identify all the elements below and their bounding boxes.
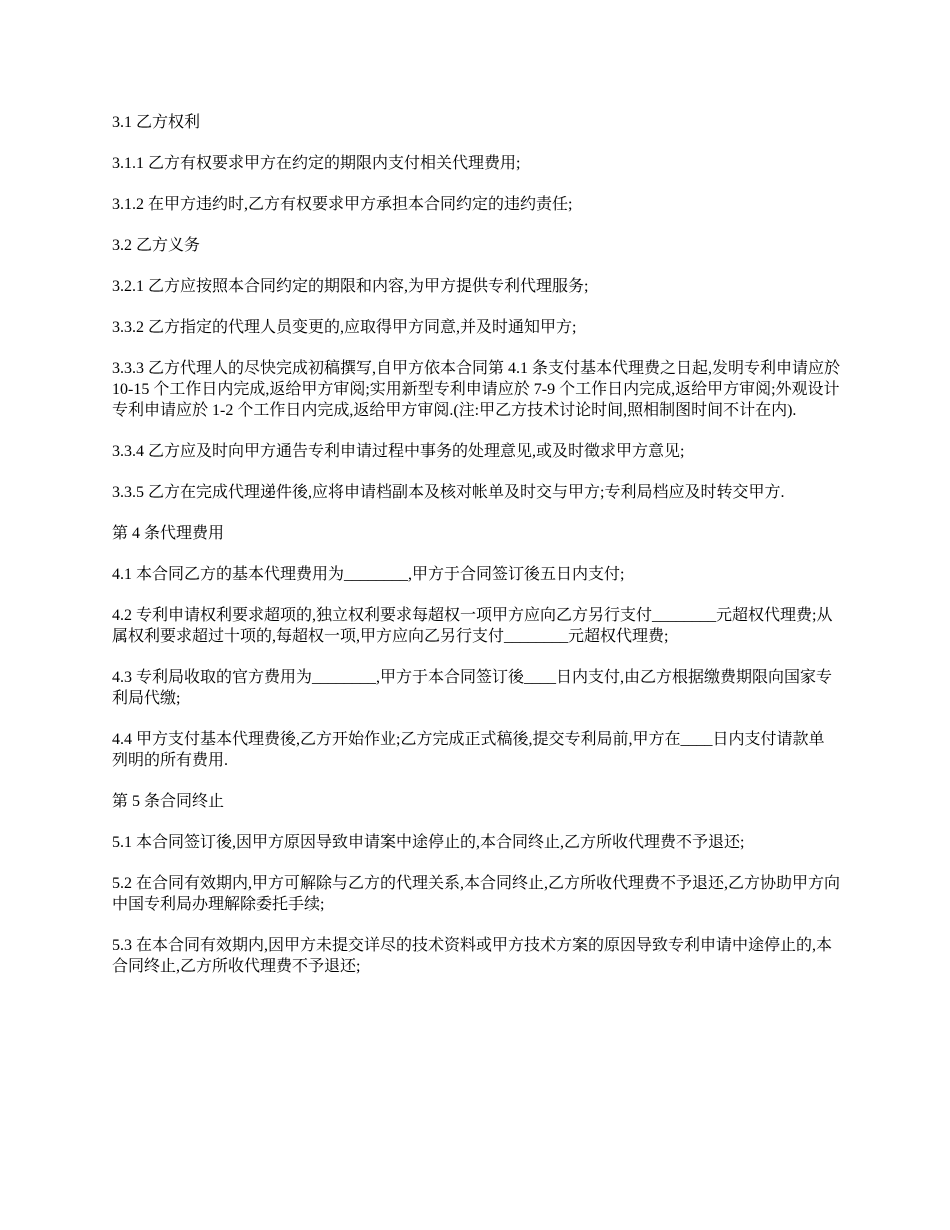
clause-3-3-5: 3.3.5 乙方在完成代理递件後,应将申请档副本及核对帐单及时交与甲方;专利局档应及时转交甲方. bbox=[112, 484, 785, 501]
clause-3-3-4: 3.3.4 乙方应及时向甲方通告专利申请过程中事务的处理意见,或及时徵求甲方意见; bbox=[112, 443, 685, 460]
clause-4-4: 4.4 甲方支付基本代理费後,乙方开始作业;乙方完成正式稿後,提交专利局前,甲方在____日内支付请款单列明的所有费用. bbox=[112, 731, 825, 769]
article-heading-4: 第 4 条代理费用 bbox=[112, 525, 225, 542]
document-page bbox=[112, 112, 840, 997]
clause-4-1: 4.1 本合同乙方的基本代理费用为________,甲方于合同签订後五日内支付; bbox=[112, 566, 625, 583]
clause-4-3: 4.3 专利局收取的官方费用为________,甲方于本合同签订後____日内支付,由乙方根据缴费期限向国家专利局代缴; bbox=[112, 669, 833, 707]
clause-3-3-3: 3.3.3 乙方代理人的尽快完成初稿撰写,自甲方依本合同第 4.1 条支付基本代理费之日起,发明专利申请应於 10-15 个工作日内完成,返给甲方审阅;实用新型专利申请应於 7-9 个工作日内完成,返给甲方审阅;外观设计专利申请应於 1-2 个工作日内完成,返给甲方审阅.(注:甲乙方技术讨论时间,照相制图时间不计在内). bbox=[112, 360, 841, 419]
clause-5-1: 5.1 本合同签订後,因甲方原因导致申请案中途停止的,本合同终止,乙方所收代理费不予退还; bbox=[112, 834, 745, 851]
clause-4-2: 4.2 专利申请权利要求超项的,独立权利要求每超权一项甲方应向乙方另行支付________元超权代理费;从属权利要求超过十项的,每超权一项,甲方应向乙另行支付________元超权代理费; bbox=[112, 607, 833, 645]
clause-5-2: 5.2 在合同有效期内,甲方可解除与乙方的代理关系,本合同终止,乙方所收代理费不予退还,乙方协助甲方向中国专利局办理解除委托手续; bbox=[112, 875, 841, 913]
section-heading-3-1: 3.1 乙方权利 bbox=[112, 114, 201, 131]
clause-3-3-2: 3.3.2 乙方指定的代理人员变更的,应取得甲方同意,并及时通知甲方; bbox=[112, 319, 577, 336]
section-heading-3-2: 3.2 乙方义务 bbox=[112, 237, 201, 254]
clause-5-3: 5.3 在本合同有效期内,因甲方未提交详尽的技术资料或甲方技术方案的原因导致专利申请中途停止的,本合同终止,乙方所收代理费不予退还; bbox=[112, 937, 833, 975]
clause-3-2-1: 3.2.1 乙方应按照本合同约定的期限和内容,为甲方提供专利代理服务; bbox=[112, 278, 589, 295]
article-heading-5: 第 5 条合同终止 bbox=[112, 793, 225, 810]
clause-3-1-2: 3.1.2 在甲方违约时,乙方有权要求甲方承担本合同约定的违约责任; bbox=[112, 196, 573, 213]
clause-3-1-1: 3.1.1 乙方有权要求甲方在约定的期限内支付相关代理费用; bbox=[112, 155, 521, 172]
